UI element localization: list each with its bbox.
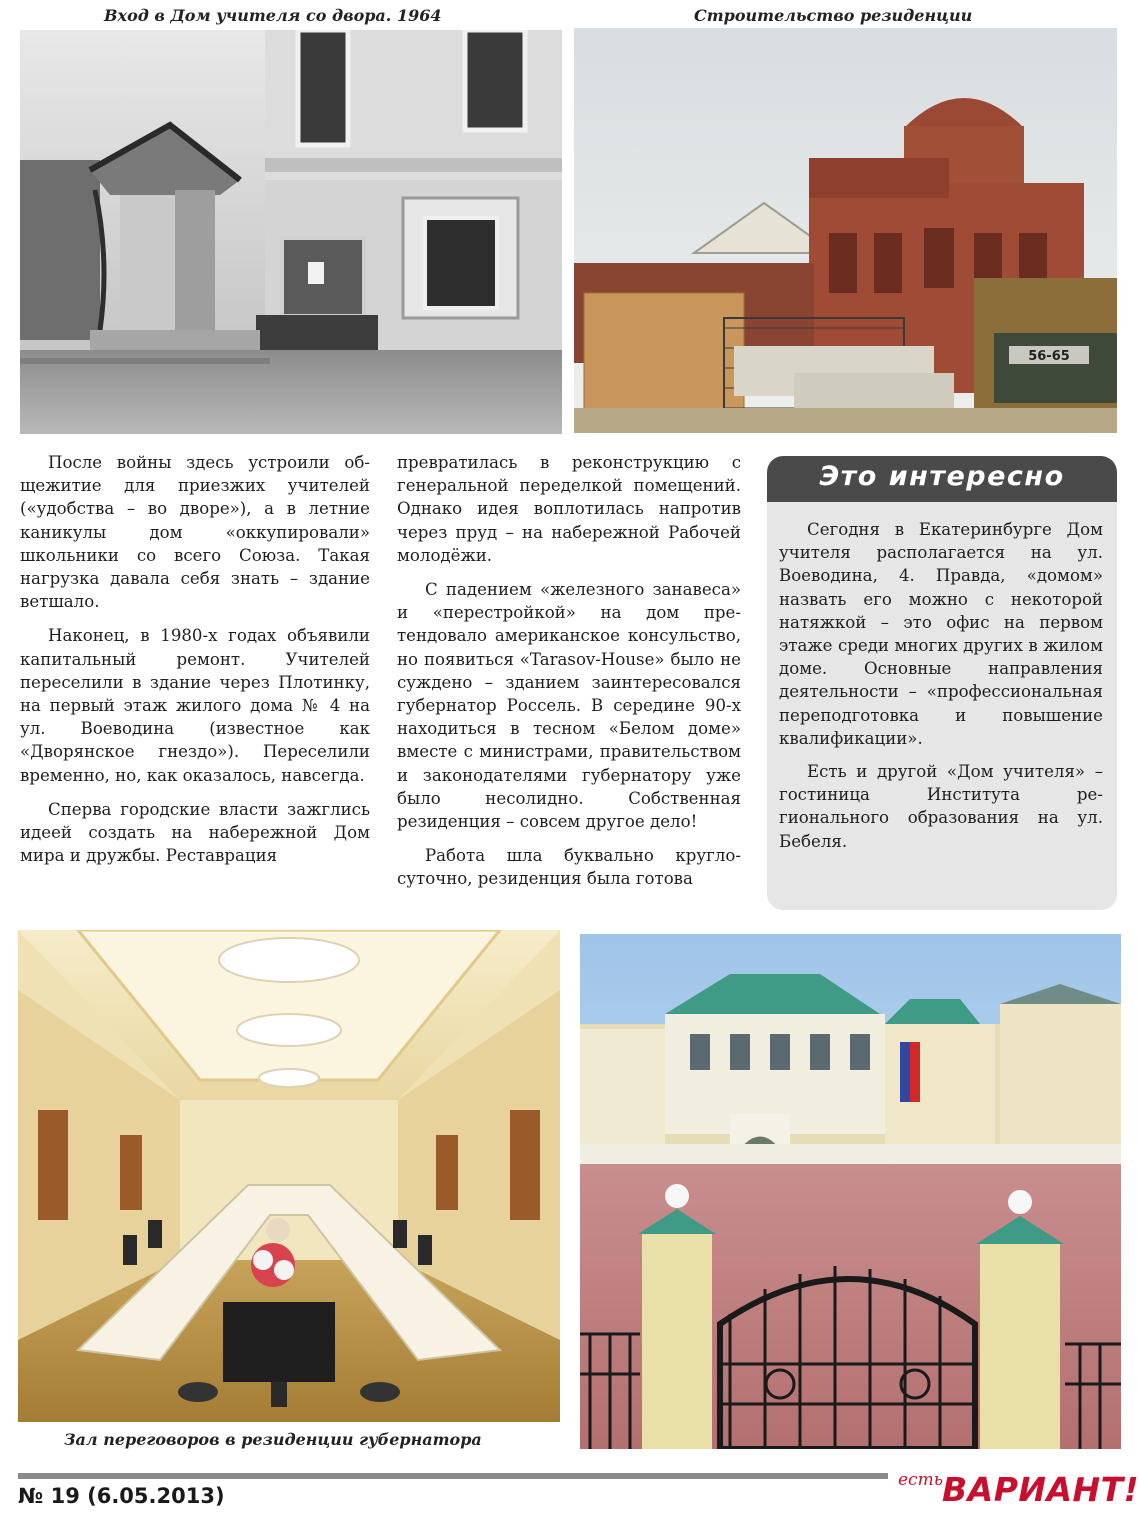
logo-main-text: ВАРИАНТ! <box>942 1470 1139 1509</box>
sidebar-body <box>779 518 1103 863</box>
article-paragraph: С падением «железного занавеса» и «перестройкой» на дом претендовало американское консульство, но появиться «Tarasov-House» было не суждено – зданием заинтересовался губернатор Россель. В середине 90-х находиться в тесном «Белом доме» вместе с министрами, правительством и законодателями губернатору уже было несолидно. Собственная резиденция – совсем другое дело! <box>397 580 741 832</box>
article-paragraph: Сперва городские власти зажглись идеей создать на набережной Дом мира и дружбы. Реставрация <box>20 799 370 866</box>
photo-caption-teacher-house: Вход в Дом учителя со двора. 1964 <box>104 6 442 25</box>
logo-small-text: есть <box>898 1470 943 1490</box>
article-column-2 <box>397 451 741 902</box>
article-column-1 <box>20 451 370 878</box>
negotiation-hall-photo <box>18 930 560 1422</box>
article-paragraph: Работа шла буквально круглосуточно, резиденция была готова <box>397 846 741 889</box>
footer-divider <box>18 1473 888 1479</box>
teacher-house-photo <box>20 30 562 434</box>
issue-number-date: № 19 (6.05.2013) <box>18 1484 225 1508</box>
article-paragraph: После войны здесь устроили общежитие для приезжих учителей («удобства – во дворе»), а в летние каникулы дом «оккупировали» школьники со всего Союза. Такая нагрузка давала себя знать – здание ветшало. <box>20 453 370 612</box>
interesting-facts-sidebar <box>767 456 1117 910</box>
sidebar-paragraph: Сегодня в Екатеринбурге Дом учителя располагается на ул. Воеводина, 4. Правда, «домом» назвать его можно с некоторой натяжкой – это офис на первом этаже среди многих других в жилом доме. Основные направления деятельности – «профессиональная переподготовка и повышение квалификации». <box>779 520 1103 748</box>
sidebar-header <box>767 456 1117 502</box>
construction-photo <box>574 28 1117 433</box>
article-paragraph: превратилась в реконструкцию с генеральной переделкой помещений. Однако идея воплотилась напротив через пруд – на набережной Рабочей молодёжи. <box>397 453 741 565</box>
photo-caption-hall: Зал переговоров в резиденции губернатора <box>64 1430 482 1449</box>
newspaper-logo <box>892 1466 1139 1522</box>
photo-caption-construction: Строительство резиденции <box>694 6 973 25</box>
sidebar-paragraph: Есть и другой «Дом учителя» – гостиница Института регионального образования на ул. Бебеля. <box>779 762 1103 851</box>
sidebar-title: Это интересно <box>819 461 1065 492</box>
truck-plate-text: 56-65 <box>1028 349 1070 364</box>
article-paragraph: Наконец, в 1980-х годах объявили капитальный ремонт. Учителей переселили в здание через Плотинку, на первый этаж жилого дома № 4 на ул. Воеводина (известное как «Дворянское гнездо»). Переселили временно, но, как оказалось, навсегда. <box>20 626 370 785</box>
residence-photo <box>580 934 1121 1449</box>
